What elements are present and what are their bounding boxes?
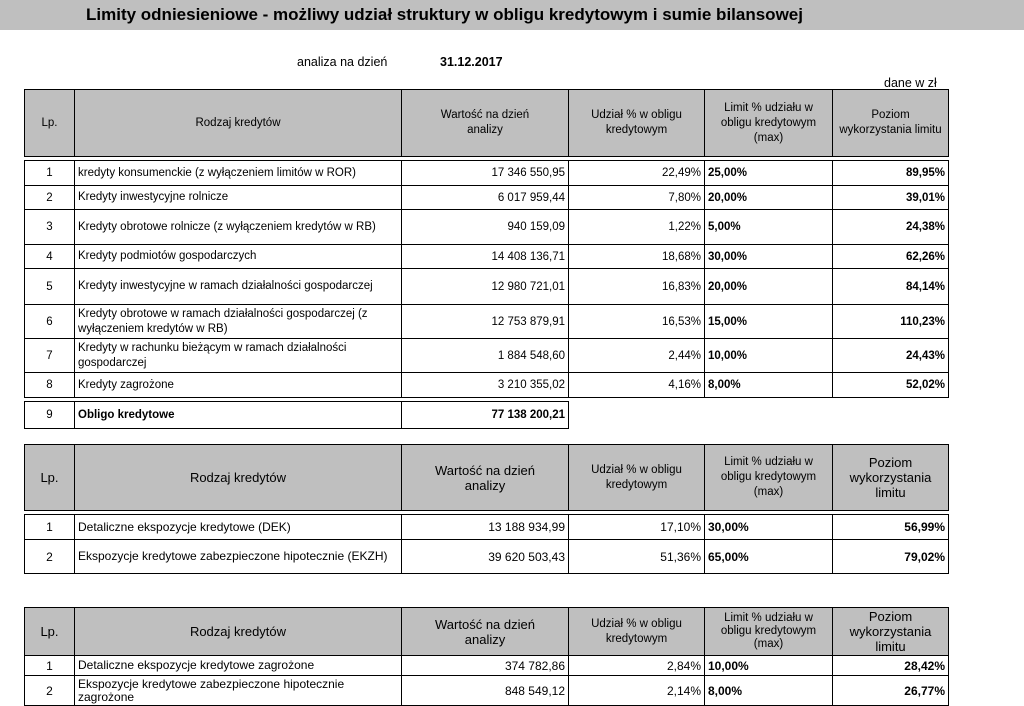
empty-cell (705, 402, 833, 429)
row-lp: 6 (25, 305, 75, 339)
row-limit: 10,00% (705, 656, 833, 676)
row-value: 17 346 550,95 (402, 161, 569, 186)
header-lp: Lp. (25, 90, 75, 157)
row-value: 12 980 721,01 (402, 269, 569, 305)
row-usage: 24,38% (833, 210, 949, 245)
row-limit: 65,00% (705, 540, 833, 574)
row-name: Kredyty obrotowe rolnicze (z wyłączeniem kredytów w RB) (75, 210, 402, 245)
row-name: Ekspozycje kredytowe zabezpieczone hipotecznie zagrożone (75, 676, 402, 706)
row-share: 16,53% (569, 305, 705, 339)
row-limit: 10,00% (705, 339, 833, 373)
header-value: Wartość na dzień analizy (402, 608, 569, 656)
row-usage: 39,01% (833, 186, 949, 210)
row-value: 6 017 959,44 (402, 186, 569, 210)
row-name: Detaliczne ekspozycje kredytowe (DEK) (75, 515, 402, 540)
row-share: 4,16% (569, 373, 705, 398)
table-row (25, 515, 949, 540)
row-value: 940 159,09 (402, 210, 569, 245)
row-name: Kredyty inwestycyjne rolnicze (75, 186, 402, 210)
table-row (25, 269, 949, 305)
total-lp: 9 (25, 402, 75, 429)
table-row (25, 245, 949, 269)
table-row (25, 186, 949, 210)
table-row (25, 210, 949, 245)
table-row (25, 676, 949, 706)
row-lp: 1 (25, 515, 75, 540)
row-value: 39 620 503,43 (402, 540, 569, 574)
row-limit: 5,00% (705, 210, 833, 245)
header-usage: Poziom wykorzystania limitu (833, 445, 949, 511)
header-credit-type: Rodzaj kredytów (75, 90, 402, 157)
row-value: 12 753 879,91 (402, 305, 569, 339)
row-value: 374 782,86 (402, 656, 569, 676)
row-limit: 20,00% (705, 269, 833, 305)
row-share: 18,68% (569, 245, 705, 269)
row-usage: 28,42% (833, 656, 949, 676)
table-row (25, 161, 949, 186)
total-value: 77 138 200,21 (402, 402, 569, 429)
row-name: Kredyty inwestycyjne w ramach działalności gospodarczej (75, 269, 402, 305)
row-value: 14 408 136,71 (402, 245, 569, 269)
header-limit: Limit % udziału w obligu kredytowym (max) (705, 90, 833, 157)
row-limit: 8,00% (705, 373, 833, 398)
analysis-date-value: 31.12.2017 (440, 55, 503, 69)
row-name: Ekspozycje kredytowe zabezpieczone hipotecznie (EKZH) (75, 540, 402, 574)
table-row (25, 656, 949, 676)
row-lp: 7 (25, 339, 75, 373)
row-lp: 8 (25, 373, 75, 398)
header-usage: Poziom wykorzystania limitu (833, 608, 949, 656)
row-usage: 24,43% (833, 339, 949, 373)
row-share: 1,22% (569, 210, 705, 245)
analysis-date-label: analiza na dzień (297, 55, 388, 69)
header-value: Wartość na dzień analizy (402, 90, 569, 157)
row-usage: 56,99% (833, 515, 949, 540)
impaired-exposure-table (24, 607, 949, 706)
row-lp: 2 (25, 676, 75, 706)
row-usage: 79,02% (833, 540, 949, 574)
header-limit: Limit % udziału w obligu kredytowym (max) (705, 445, 833, 511)
row-value: 1 884 548,60 (402, 339, 569, 373)
row-limit: 8,00% (705, 676, 833, 706)
row-share: 16,83% (569, 269, 705, 305)
row-name: kredyty konsumenckie (z wyłączeniem limitów w ROR) (75, 161, 402, 186)
row-usage: 26,77% (833, 676, 949, 706)
row-value: 3 210 355,02 (402, 373, 569, 398)
row-limit: 30,00% (705, 245, 833, 269)
row-usage: 62,26% (833, 245, 949, 269)
units-note: dane w zł (884, 76, 937, 90)
row-name: Kredyty podmiotów gospodarczych (75, 245, 402, 269)
row-lp: 3 (25, 210, 75, 245)
table-row (25, 373, 949, 398)
table-row (25, 339, 949, 373)
row-lp: 1 (25, 161, 75, 186)
row-share: 7,80% (569, 186, 705, 210)
empty-cell (833, 402, 949, 429)
empty-cell (569, 402, 705, 429)
table-row (25, 540, 949, 574)
row-share: 17,10% (569, 515, 705, 540)
row-lp: 2 (25, 540, 75, 574)
row-usage: 89,95% (833, 161, 949, 186)
header-share: Udział % w obligu kredytowym (569, 608, 705, 656)
credit-limits-table (24, 89, 949, 429)
row-name: Kredyty w rachunku bieżącym w ramach działalności gospodarczej (75, 339, 402, 373)
header-value: Wartość na dzień analizy (402, 445, 569, 511)
total-row (25, 402, 949, 429)
row-share: 2,84% (569, 656, 705, 676)
header-limit: Limit % udziału w obligu kredytowym (max) (705, 608, 833, 656)
header-credit-type: Rodzaj kredytów (75, 608, 402, 656)
header-share: Udział % w obligu kredytowym (569, 90, 705, 157)
header-share: Udział % w obligu kredytowym (569, 445, 705, 511)
row-name: Detaliczne ekspozycje kredytowe zagrożone (75, 656, 402, 676)
row-share: 51,36% (569, 540, 705, 574)
row-limit: 25,00% (705, 161, 833, 186)
row-lp: 5 (25, 269, 75, 305)
row-name: Kredyty obrotowe w ramach działalności gospodarczej (z wyłączeniem kredytów w RB) (75, 305, 402, 339)
row-limit: 20,00% (705, 186, 833, 210)
row-lp: 2 (25, 186, 75, 210)
total-name: Obligo kredytowe (75, 402, 402, 429)
row-limit: 15,00% (705, 305, 833, 339)
row-share: 2,14% (569, 676, 705, 706)
header-credit-type: Rodzaj kredytów (75, 445, 402, 511)
row-name: Kredyty zagrożone (75, 373, 402, 398)
row-share: 2,44% (569, 339, 705, 373)
row-usage: 52,02% (833, 373, 949, 398)
row-lp: 4 (25, 245, 75, 269)
row-value: 13 188 934,99 (402, 515, 569, 540)
row-usage: 84,14% (833, 269, 949, 305)
row-limit: 30,00% (705, 515, 833, 540)
exposure-limits-table (24, 444, 949, 574)
table-row (25, 305, 949, 339)
header-lp: Lp. (25, 445, 75, 511)
row-share: 22,49% (569, 161, 705, 186)
header-usage: Poziom wykorzystania limitu (833, 90, 949, 157)
row-value: 848 549,12 (402, 676, 569, 706)
header-lp: Lp. (25, 608, 75, 656)
row-usage: 110,23% (833, 305, 949, 339)
report-title: Limity odniesieniowe - możliwy udział struktury w obligu kredytowym i sumie bilansowej (0, 0, 1024, 30)
row-lp: 1 (25, 656, 75, 676)
